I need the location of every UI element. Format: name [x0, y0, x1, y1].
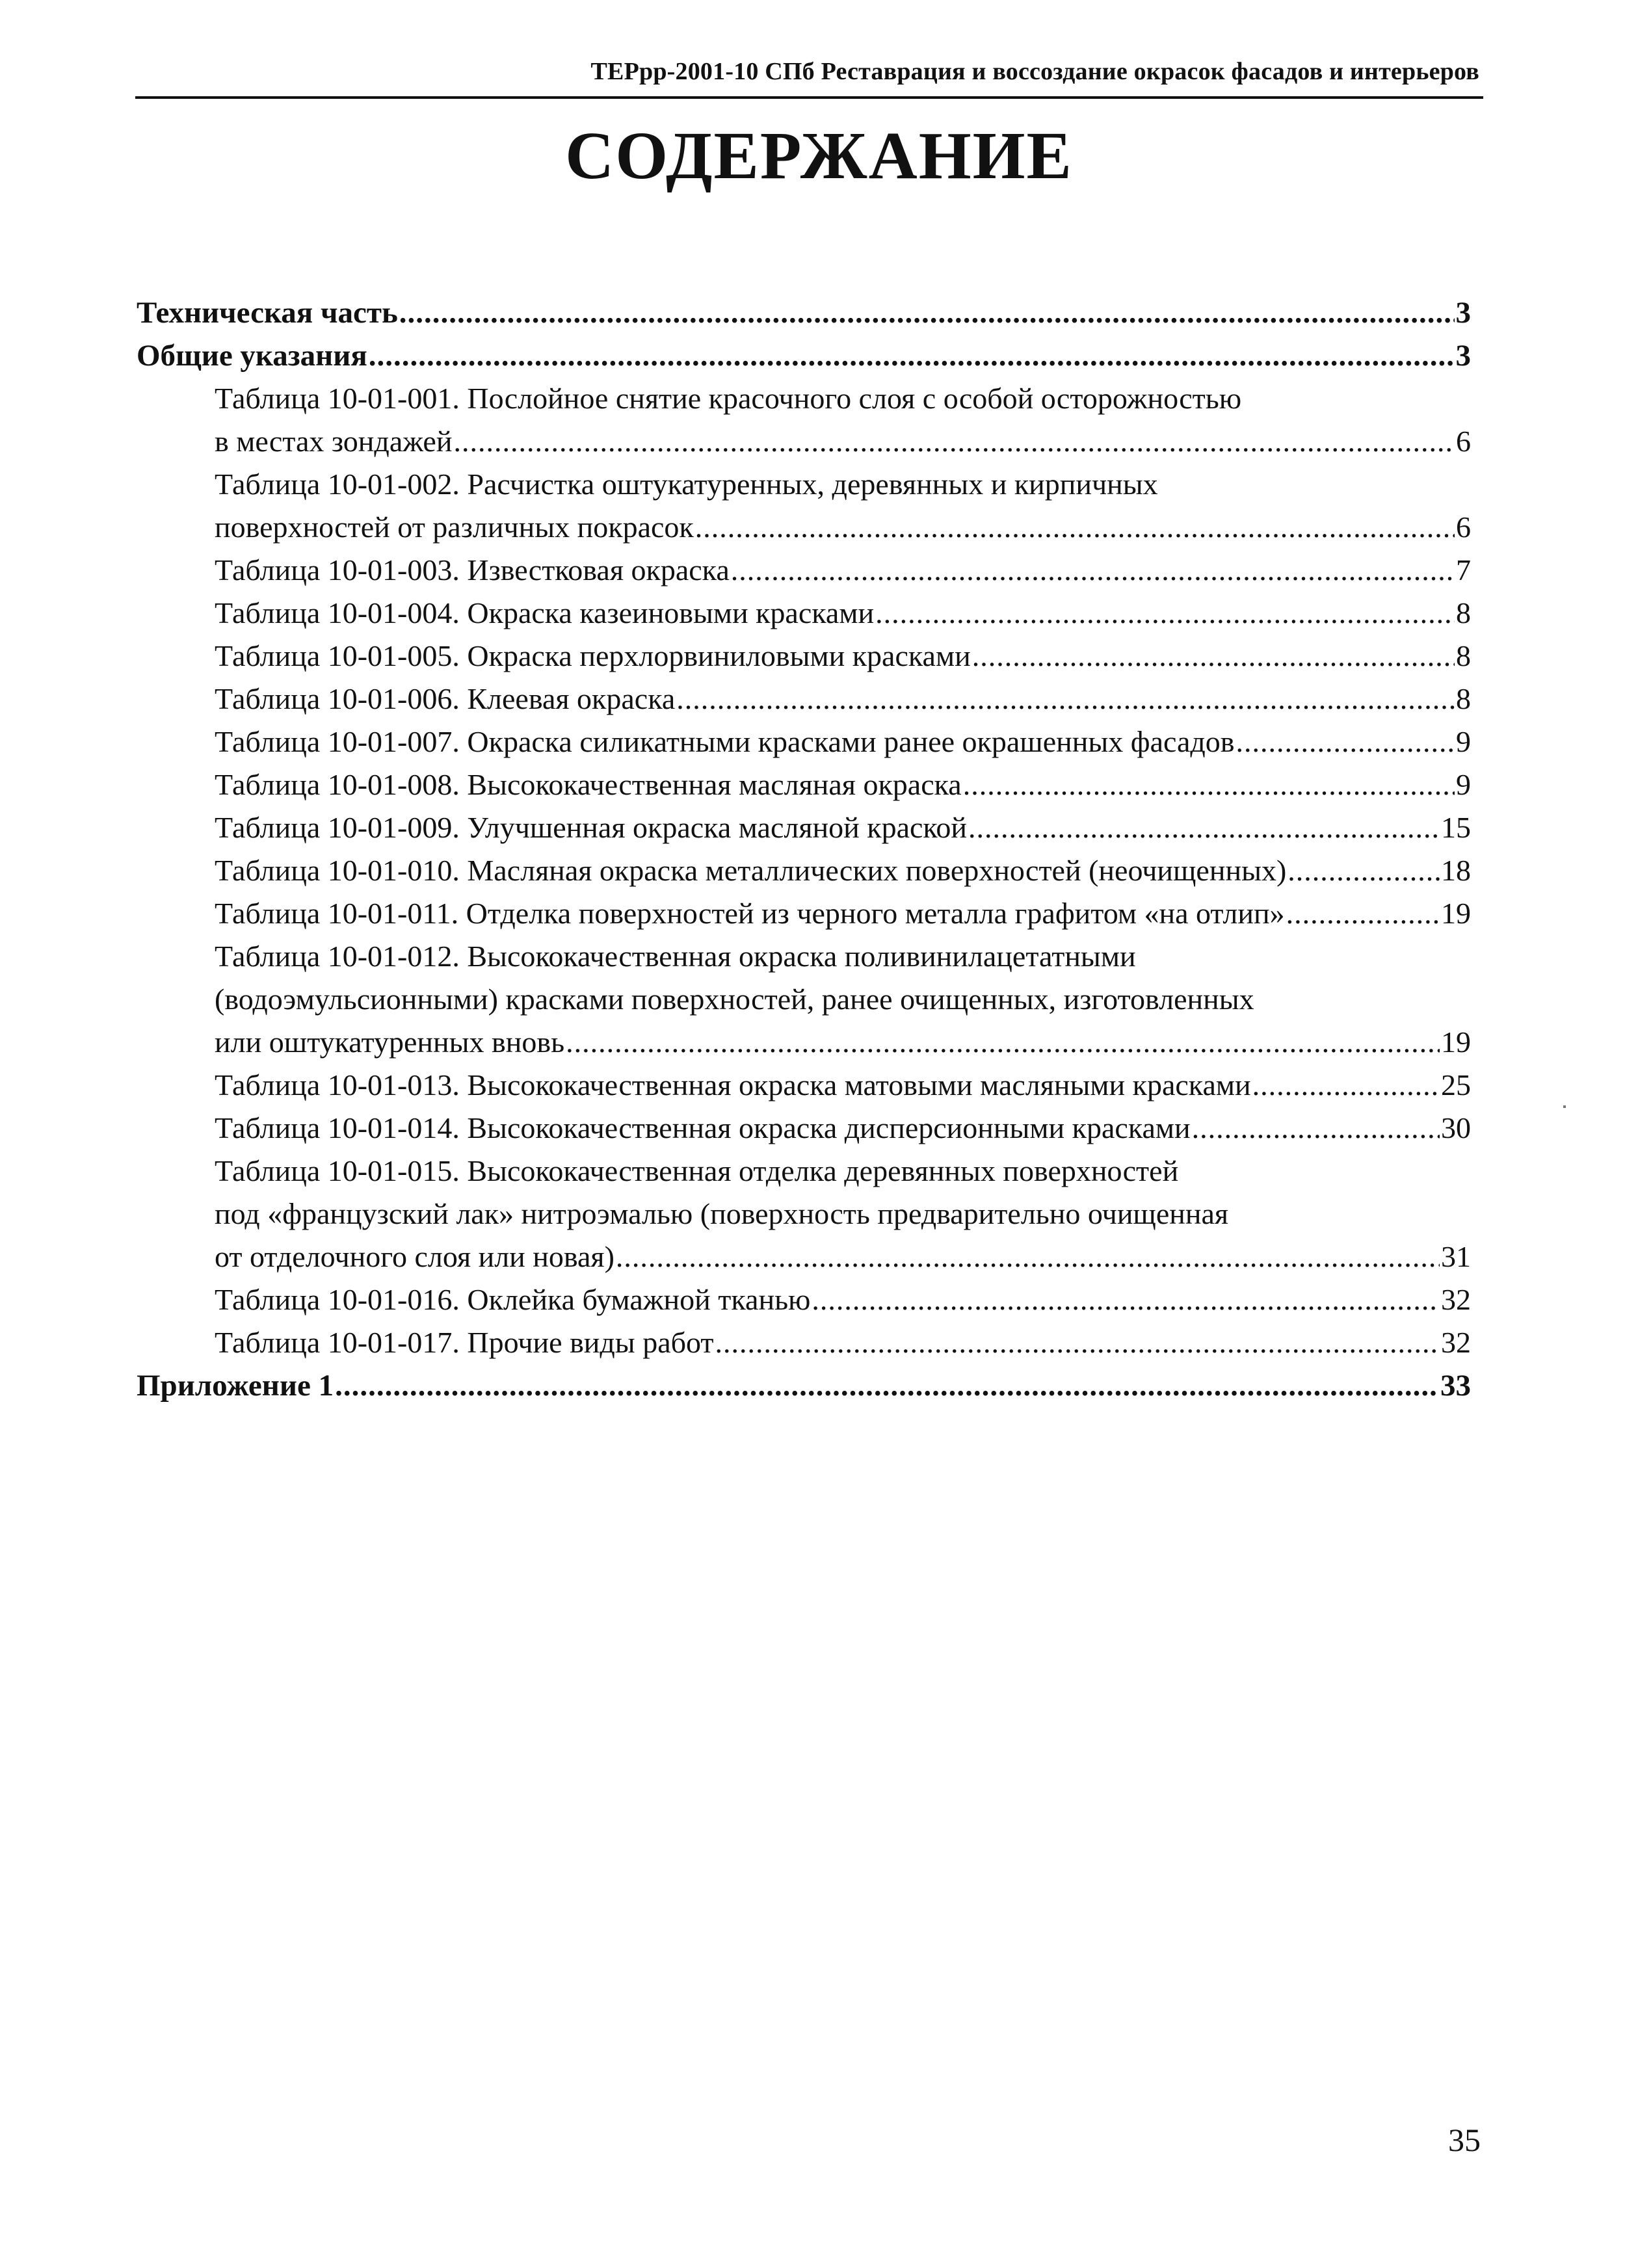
toc-leader-dots: [1288, 849, 1440, 892]
toc-entry-page: 6: [1456, 510, 1471, 544]
toc-leader-dots: [812, 1278, 1440, 1321]
toc-entry-text: Приложение 1: [137, 1369, 334, 1403]
toc-entry: [137, 1321, 1471, 1364]
toc-entry-text: Общие указания: [137, 339, 367, 373]
toc-entry: [137, 806, 1471, 849]
toc-entry: [137, 463, 1471, 506]
toc-leader-dots: [715, 1321, 1440, 1364]
toc-leader-dots: [968, 806, 1440, 849]
toc-entry: [137, 978, 1471, 1021]
toc-entry-page: 31: [1441, 1240, 1471, 1273]
toc-entry: [137, 1064, 1471, 1107]
toc-entry: [137, 892, 1471, 935]
toc-entry: [137, 635, 1471, 678]
toc-entry-text: Таблица 10-01-016. Оклейка бумажной тканью: [215, 1283, 811, 1316]
toc-entry: [137, 763, 1471, 806]
toc-entry-text: Таблица 10-01-012. Высококачественная окраска поливинилацетатными: [215, 940, 1136, 973]
toc-leader-dots: [1192, 1107, 1440, 1150]
toc-entry: [137, 334, 1471, 377]
page-number: 35: [1448, 2122, 1481, 2158]
toc-entry-text: Таблица 10-01-011. Отделка поверхностей из черного металла графитом «на отлип»: [215, 897, 1285, 930]
toc-leader-dots: [369, 334, 1455, 377]
toc-entry-page: 32: [1441, 1283, 1471, 1316]
toc-entry-page: 19: [1441, 1025, 1471, 1059]
toc-entry-text: под «французский лак» нитроэмалью (поверхность предварительно очищенная: [215, 1197, 1229, 1230]
toc-entry-page: 9: [1456, 725, 1471, 758]
toc-entry: [137, 1235, 1471, 1278]
toc-leader-dots: [875, 592, 1455, 635]
toc-entry: [137, 935, 1471, 978]
toc-entry-text: Таблица 10-01-006. Клеевая окраска: [215, 682, 676, 715]
toc-entry: [137, 1193, 1471, 1235]
toc-entry-page: 19: [1441, 897, 1471, 930]
toc-entry-text: Таблица 10-01-001. Послойное снятие красочного слоя с особой осторожностью: [215, 382, 1242, 415]
toc-entry: [137, 849, 1471, 892]
toc-entry-text: Таблица 10-01-007. Окраска силикатными красками ранее окрашенных фасадов: [215, 725, 1235, 758]
toc-entry: [137, 291, 1471, 334]
toc-entry-text: Таблица 10-01-005. Окраска перхлорвиниловыми красками: [215, 639, 971, 672]
running-header: ТЕРрр-2001-10 СПб Реставрация и воссоздание окрасок фасадов и интерьеров: [590, 58, 1479, 85]
toc-entry-page: 8: [1456, 682, 1471, 715]
toc-entry: [137, 1107, 1471, 1150]
toc-entry-text: (водоэмульсионными) красками поверхностей, ранее очищенных, изготовленных: [215, 982, 1254, 1016]
toc-entry-text: Таблица 10-01-017. Прочие виды работ: [215, 1326, 714, 1359]
toc-entry: [137, 377, 1471, 420]
toc-entry: [137, 1150, 1471, 1193]
toc-entry-page: 3: [1455, 296, 1471, 330]
toc-entry-page: 7: [1456, 553, 1471, 587]
toc-entry-text: Таблица 10-01-002. Расчистка оштукатуренных, деревянных и кирпичных: [215, 468, 1158, 501]
toc-entry: [137, 1278, 1471, 1321]
toc-leader-dots: [566, 1021, 1440, 1064]
toc-leader-dots: [453, 420, 1455, 463]
toc-entry-page: 32: [1441, 1326, 1471, 1359]
toc-entry-text: в местах зондажей: [215, 425, 453, 458]
toc-entry: [137, 1021, 1471, 1064]
toc-entry: [137, 420, 1471, 463]
toc-entry-page: 8: [1456, 639, 1471, 672]
toc-entry: [137, 678, 1471, 720]
toc-leader-dots: [1236, 720, 1455, 763]
toc-entry-text: Таблица 10-01-015. Высококачественная отделка деревянных поверхностей: [215, 1154, 1179, 1187]
toc-entry: [137, 592, 1471, 635]
toc-entry-page: 33: [1440, 1369, 1471, 1403]
toc-leader-dots: [963, 763, 1455, 806]
toc-leader-dots: [676, 678, 1455, 720]
toc-entry-page: 25: [1441, 1068, 1471, 1101]
toc-entry-text: поверхностей от различных покрасок: [215, 510, 694, 544]
toc-entry-text: или оштукатуренных вновь: [215, 1025, 565, 1059]
toc-entry-text: Таблица 10-01-003. Известковая окраска: [215, 553, 730, 587]
toc-entry-text: Таблица 10-01-009. Улучшенная окраска масляной краской: [215, 811, 968, 844]
scan-speck: [1563, 1105, 1566, 1108]
header-rule: [135, 96, 1483, 99]
toc-entry: [137, 549, 1471, 592]
toc-leader-dots: [1286, 892, 1440, 935]
toc-leader-dots: [731, 549, 1455, 592]
toc-entry-page: 18: [1441, 854, 1471, 887]
toc-entry-text: Таблица 10-01-010. Масляная окраска металлических поверхностей (неочищенных): [215, 854, 1287, 887]
page-title: СОДЕРЖАНИЕ: [565, 118, 1073, 193]
toc-entry: [137, 506, 1471, 549]
toc-entry: [137, 720, 1471, 763]
toc-entry-page: 8: [1456, 596, 1471, 629]
toc-entry: [137, 1364, 1471, 1407]
table-of-contents: [137, 291, 1471, 1407]
toc-entry-text: Таблица 10-01-013. Высококачественная окраска матовыми масляными красками: [215, 1068, 1251, 1101]
toc-entry-page: 3: [1455, 339, 1471, 373]
toc-entry-text: Таблица 10-01-014. Высококачественная окраска дисперсионными красками: [215, 1111, 1191, 1144]
toc-entry-page: 6: [1456, 425, 1471, 458]
toc-leader-dots: [399, 291, 1455, 334]
toc-leader-dots: [695, 506, 1455, 549]
toc-leader-dots: [1252, 1064, 1440, 1107]
toc-entry-page: 9: [1456, 768, 1471, 801]
toc-entry-text: Таблица 10-01-004. Окраска казеиновыми красками: [215, 596, 875, 629]
toc-entry-page: 15: [1441, 811, 1471, 844]
toc-entry-text: Техническая часть: [137, 296, 398, 330]
toc-entry-text: Таблица 10-01-008. Высококачественная масляная окраска: [215, 768, 962, 801]
toc-leader-dots: [616, 1235, 1440, 1278]
toc-entry-text: от отделочного слоя или новая): [215, 1240, 614, 1273]
toc-leader-dots: [335, 1364, 1439, 1407]
toc-leader-dots: [972, 635, 1455, 678]
toc-entry-page: 30: [1441, 1111, 1471, 1144]
